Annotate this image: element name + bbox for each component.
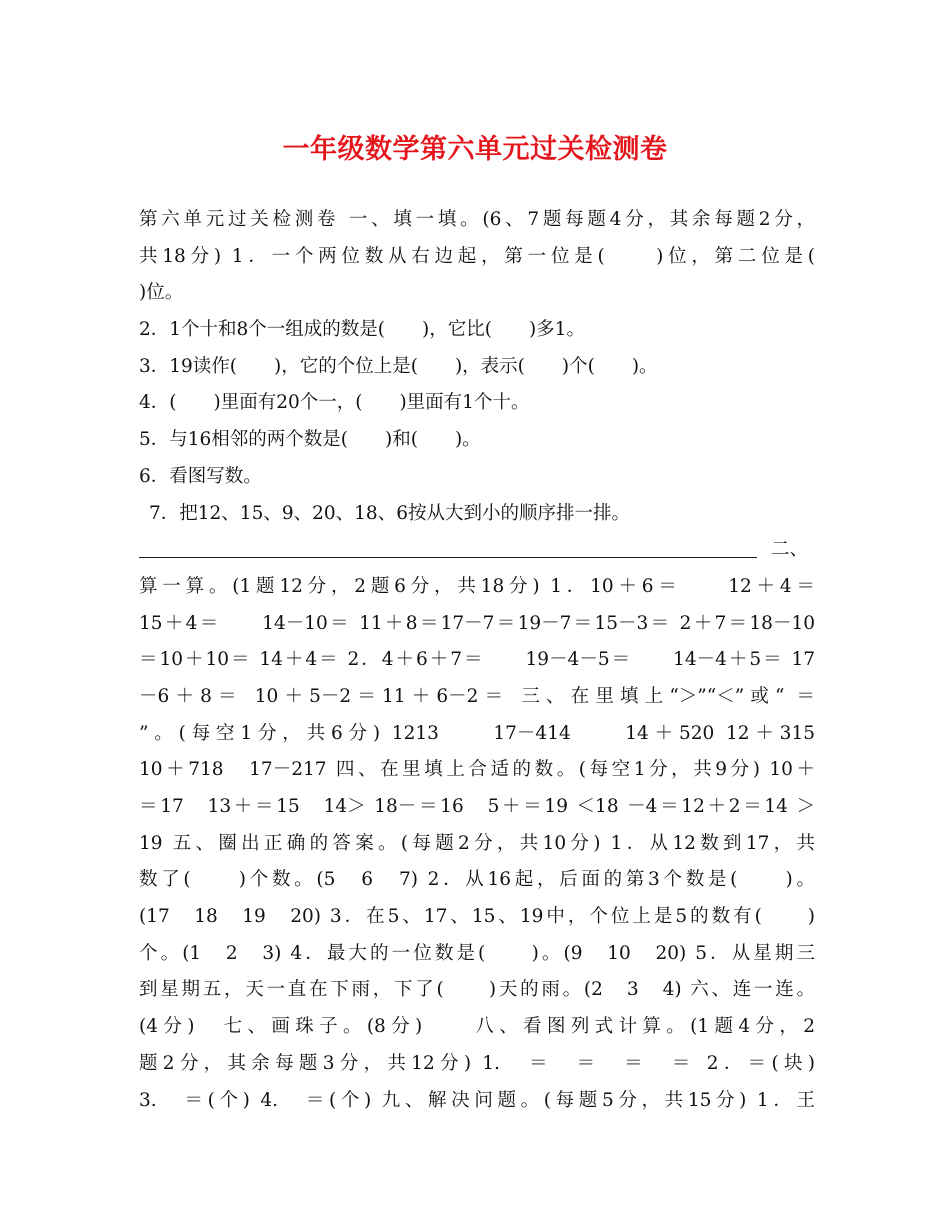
text-line: 6．看图写数。 (139, 465, 262, 487)
text-line: 3. ＝(个) 4. ＝(个) 九、解决问题。(每题5分，共15分) 1．王 (139, 1089, 815, 1111)
text-line: 3．19读作( )，它的个位上是( )，表示( )个( )。 (139, 355, 658, 377)
text-line: 算一算。(1题12分，2题6分，共18分) 1．10＋6＝ 12＋4＝ (139, 575, 815, 597)
text-line: )位。 (139, 282, 184, 304)
text-line: 数了( )个数。(5 6 7) 2．从16起，后面的第3个数是( )。 (139, 869, 815, 891)
text-line: ＝17 13＋＝15 14＞ 18－＝16 5＋＝19 ＜18 －4＝12＋2＝14 ＞ (139, 796, 815, 817)
text-line: 到星期五，天一直在下雨，下了( )天的雨。(2 3 4) 六、连一连。 (139, 979, 815, 1001)
answer-blank-line (139, 535, 757, 558)
text-line: ”。(每空1分，共6分) 1213 17－414 14＋520 12＋315 (139, 722, 815, 744)
document-title: 一年级数学第六单元过关检测卷 (282, 134, 668, 165)
text-line: 5．与16相邻的两个数是( )和( )。 (139, 429, 481, 451)
text-line: 10＋718 17－217 四、在里填上合适的数。(每空1分，共9分) 10＋ (139, 759, 815, 781)
text-line: ＝10＋10＝ 14＋4＝ 2．4＋6＋7＝ 19－4－5＝ 14－4＋5＝ 17 (139, 649, 815, 671)
text-line: －6＋8＝ 10＋5－2＝11＋6－2＝ 三、在里填上“＞”“＜”或“ ＝ (139, 685, 815, 707)
text-line: 7．把12、15、9、20、18、6按从大到小的顺序排一排。 (149, 502, 630, 524)
document-body (139, 202, 815, 1119)
text-line: 共18分) 1．一个两位数从右边起，第一位是( )位，第二位是( (139, 245, 815, 267)
text-line: 题2分，其余每题3分，共12分) 1. ＝ ＝ ＝ ＝ 2．＝(块) (139, 1052, 815, 1074)
text-line: 19 五、圈出正确的答案。(每题2分，共10分) 1．从12数到17，共 (139, 832, 815, 854)
text-line: 个。(1 2 3) 4．最大的一位数是( )。(9 10 20) 5．从星期三 (139, 942, 815, 964)
text-line: (4分) 七、画珠子。(8分) 八、看图列式计算。(1题4分，2 (139, 1016, 815, 1038)
text-line: (17 18 19 20) 3．在5、17、15、19中，个位上是5的数有( ) (139, 906, 815, 928)
section-heading-fragment: 二、 (771, 539, 809, 561)
answer-line-row (139, 532, 815, 569)
text-line: 第六单元过关检测卷 一、填一填。(6、7题每题4分，其余每题2分， (139, 209, 815, 230)
text-line: 2．1个十和8个一组成的数是( )，它比( )多1。 (139, 319, 585, 341)
text-line: 4．( )里面有20个一，( )里面有1个十。 (139, 392, 530, 414)
text-line: 15＋4＝ 14－10＝ 11＋8＝17－7＝19－7＝15－3＝ 2＋7＝18－10 (139, 612, 815, 634)
